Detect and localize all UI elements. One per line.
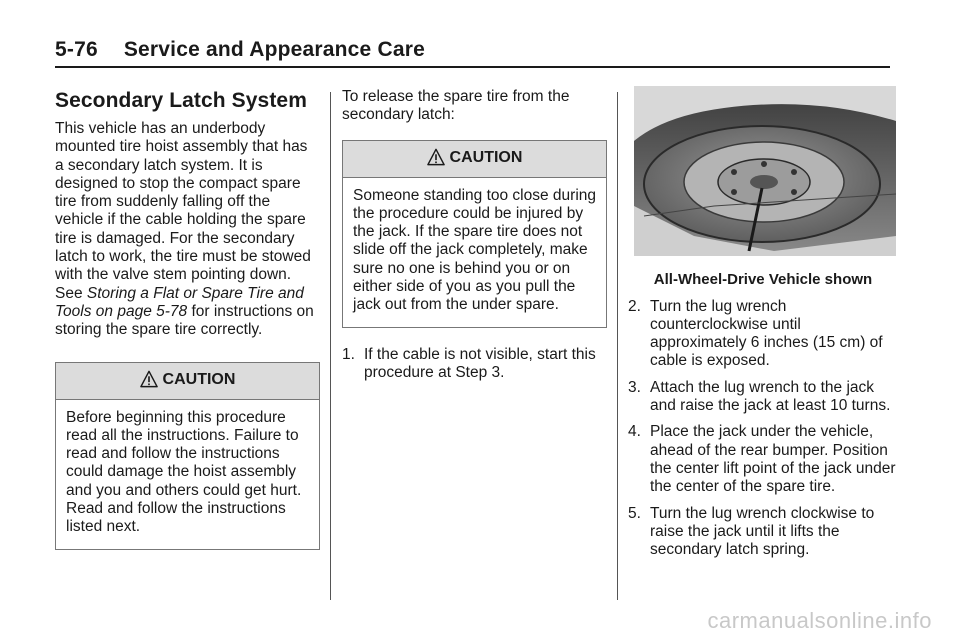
intro-text-end: for instructions on storing the spare tire correctly. xyxy=(55,302,314,339)
list-item xyxy=(342,346,607,383)
warning-icon xyxy=(140,370,158,388)
list-item xyxy=(628,423,898,496)
list-item xyxy=(628,505,898,560)
page-header xyxy=(55,38,425,62)
step-number: 3. xyxy=(628,378,641,396)
column-divider-1 xyxy=(330,92,331,600)
column-3 xyxy=(628,88,898,559)
page-number: 5-76 xyxy=(55,38,98,61)
photo-caption: All-Wheel-Drive Vehicle shown xyxy=(653,271,873,289)
caution-box xyxy=(55,362,320,550)
header-divider xyxy=(55,66,890,68)
step-text: Place the jack under the vehicle, ahead of the rear bumper. Position the center lift point of the jack under the center of the spare tire. xyxy=(650,423,896,496)
lead-paragraph: To release the spare tire from the secondary latch: xyxy=(342,88,570,124)
caution-text: Someone standing too close during the procedure could be injured by the jack. If the spare tire does not slide off the jack completely, make sure no one is behind you or on either side of you as you pull the jack out from the under spare. xyxy=(353,186,596,314)
chapter-title: Service and Appearance Care xyxy=(123,38,425,61)
caution-header xyxy=(343,141,606,178)
section-title: Secondary Latch System xyxy=(55,89,307,112)
caution-text: Before beginning this procedure read all the instructions. Failure to read and follow the instructions could damage the hoist assembly and you and others could get hurt. Read and follow the instructions listed next. xyxy=(66,408,302,536)
step-number: 5. xyxy=(628,504,641,522)
step-text: Attach the lug wrench to the jack and raise the jack at least 10 turns. xyxy=(650,378,891,415)
step-number: 1. xyxy=(342,345,355,363)
column-divider-2 xyxy=(617,92,618,600)
list-item xyxy=(628,379,898,416)
step-number: 4. xyxy=(628,423,641,441)
intro-paragraph xyxy=(55,120,320,340)
caution-box xyxy=(342,140,607,328)
column-2 xyxy=(342,88,607,382)
caution-header xyxy=(56,363,319,400)
caution-label: CAUTION xyxy=(162,371,236,389)
intro-text: This vehicle has an underbody mounted tire hoist assembly that has a secondary latch system. It is designed to stop the compact spare tire from suddenly falling off the vehicle if the cable holding the spare tire is damaged. For the secondary latch to work, the tire must be stowed with the valve stem pointing down. See xyxy=(55,120,311,302)
warning-icon xyxy=(427,148,445,166)
caution-label: CAUTION xyxy=(449,149,523,167)
cross-reference-link[interactable]: Storing a Flat or Spare Tire and Tools on page 5-78 xyxy=(55,284,304,320)
step-number: 2. xyxy=(628,297,641,315)
step-text: Turn the lug wrench clockwise to raise the jack until it lifts the secondary latch spring. xyxy=(650,504,875,559)
column-1 xyxy=(55,88,320,550)
watermark: carmanualsonline.info xyxy=(707,608,932,633)
list-item xyxy=(628,298,898,371)
step-text: If the cable is not visible, start this procedure at Step 3. xyxy=(364,345,596,381)
step-text: Turn the lug wrench counterclockwise until approximately 6 inches (15 cm) of cable is exposed. xyxy=(650,297,883,370)
spare-tire-photo xyxy=(634,86,896,256)
